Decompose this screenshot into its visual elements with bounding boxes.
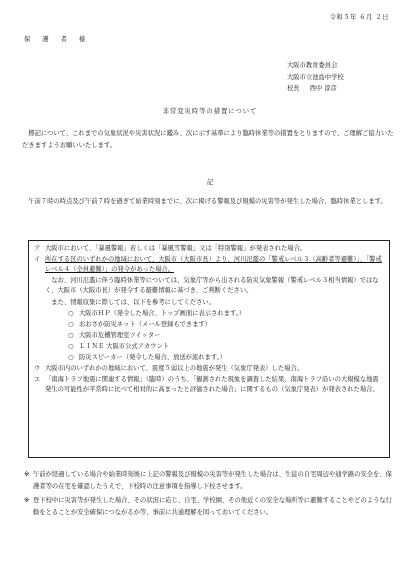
document-title: 非常変災時等の措置について [162, 108, 258, 115]
criteria-item [34, 255, 384, 275]
issue-date: 令和５年 ６月 ２日 [329, 14, 389, 21]
criteria-item [34, 244, 384, 254]
list-item-text: 防災スピーカー（発令した場合、放送が流れます。） [79, 353, 227, 361]
note-item [24, 495, 392, 518]
criteria-item [34, 375, 384, 395]
list-item-text: ＬＩＮＥ 大阪市公式アカウント [79, 342, 170, 350]
recipient: 保 護 者 様 [24, 36, 91, 43]
note-marker: ※ [24, 471, 30, 478]
ki-heading: 記 [206, 179, 214, 186]
item-marker: イ [34, 256, 41, 264]
item-marker: ア [34, 245, 41, 252]
sender-school: 大阪市立池島中学校 [287, 73, 344, 81]
list-item [68, 309, 384, 319]
principal-name: 西中 淳彦 [309, 85, 337, 92]
item-text: 大阪市において、「暴風警報」若しくは「暴風雪警報」又は「特別警報」が発表された場合。 [45, 245, 307, 252]
item-text: 所在する区のいずれかの地域において、大阪市（大阪市長）より、河川氾濫の「警戒レベル３（高齢者等避難）」、「警戒レベル４（全員避難）」の発令があった場合。 [45, 256, 382, 274]
lead-paragraph: 午前７時の時点及び午前７時を過ぎて始業時刻までに、次に掲げる警報及び規模の災害等が発生した場合、臨時休業とします。 [28, 198, 387, 205]
list-item [68, 331, 384, 341]
item-text: 大阪市内のいずれかの地域において、震度５弱以上の地震が発生（気象庁発表）した場合。 [45, 364, 304, 372]
river-note: なお、河川氾濫に伴う臨時休業等については、気象庁等から出される防災気象警報（警戒レベル３相当情報）ではなく、大阪市（大阪市長）が発令する避難情報に基づき、ご判断ください。 [45, 277, 379, 295]
item-text: 「南海トラフ地震に関連する情報」（臨時）のうち、「観測された現象を調査した結果、南海トラフ沿いの大規模な地震発生の可能性が平常時に比べて相対的に高まったと評価された場合」に関するもの（気象庁発表）が発表された場合。 [45, 375, 379, 393]
criteria-item [34, 364, 384, 374]
sender-block [287, 62, 347, 97]
list-item-text: 大阪市ＨＰ（発令した場合、トップ画面に表示されます。） [79, 309, 246, 317]
circle-bullet-icon: ○ [68, 320, 74, 328]
list-item [68, 342, 384, 352]
list-item [68, 353, 384, 363]
note-item [24, 469, 392, 492]
note-text: 登下校中に災害等が発生した場合、その状況に応じ、自宅、学校園、その他近くの安全な場所等に避難することやどのような行動をとることが安全確保につながるか等、事前に共通理解を図っておいてください。 [33, 497, 392, 516]
list-item-text: おおさか防災ネット（メール登録もできます） [79, 320, 212, 328]
info-note: また、情報収集に際しては、以下を参考にしてください。 [51, 298, 216, 306]
list-item-text: 大阪市危機管理室ツイッター [79, 331, 161, 339]
principal-title: 校長 [287, 85, 300, 92]
circle-bullet-icon: ○ [68, 353, 74, 361]
item-marker: ウ [34, 364, 41, 372]
notes-section [24, 469, 392, 522]
sender-org: 大阪市教育委員会 [287, 62, 338, 69]
circle-bullet-icon: ○ [68, 331, 74, 339]
list-item [68, 320, 384, 330]
item-marker: エ [34, 375, 41, 383]
circle-bullet-icon: ○ [68, 342, 74, 350]
circle-bullet-icon: ○ [68, 309, 74, 317]
sender-principal [287, 85, 347, 94]
note-text: 午前が経過している場合や始業時刻後に上記の警報及び規模の災害等が発生した場合は、生徒の自宅周辺や通学路の安全を、保護者等の在宅を確認したうえで、下校時の注意事項を指導し下校させます。 [33, 471, 392, 490]
criteria-box [28, 240, 390, 458]
intro-paragraph: 標記について、これまでの気象状況や災害状況に鑑み、次に示す基準により臨時休業等の措置をとりますので、ご理解ご協力いただきますようお願いいたします。 [22, 130, 394, 149]
note-marker: ※ [24, 497, 30, 505]
info-sources-list [68, 309, 384, 363]
